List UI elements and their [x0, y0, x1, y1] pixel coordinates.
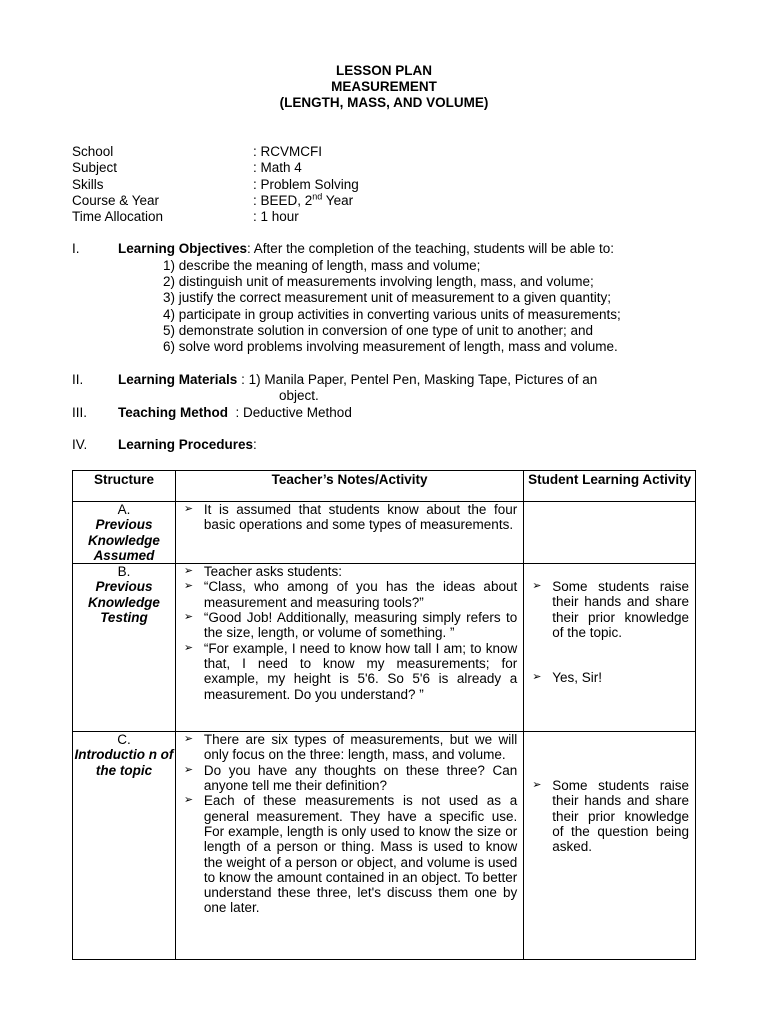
objective-item: 5) demonstrate solution in conversion of one type of unit to another; and: [163, 322, 594, 338]
ordinal-suffix: nd: [312, 191, 323, 202]
teacher-note: [176, 763, 523, 794]
structure-name: Introductio n of the topic: [74, 747, 174, 778]
section-body: [118, 372, 597, 387]
teacher-note: [176, 502, 523, 533]
section-heading: Learning Procedures: [118, 437, 254, 452]
section-number: II.: [72, 372, 84, 387]
section-body: [118, 241, 614, 256]
structure-name: Previous Knowledge Assumed: [87, 517, 160, 563]
structure-letter: C.: [117, 732, 131, 748]
document-title: LESSON PLAN: [335, 63, 432, 78]
table-row-a: [73, 502, 696, 564]
teacher-note-text: Each of these measurements is not used as a general measurement. They have a specific use. For example, length is only used to know the size or length of a person or thing. Mass is used to know the weight of a person or object, and volume is used to know the amount contained in an object. To better understand these three, let's discuss them one by one later.: [203, 793, 518, 916]
structure-name: Previous Knowledge Testing: [87, 579, 160, 626]
section-number: IV.: [72, 437, 88, 452]
arrowhead-bullet-icon: ➢: [183, 794, 194, 807]
teacher-note: [176, 793, 523, 915]
column-header-teacher: Teacher’s Notes/Activity: [175, 471, 523, 502]
arrowhead-bullet-icon: ➢: [183, 611, 194, 624]
section-heading: Teaching Method: [118, 405, 228, 420]
arrowhead-bullet-icon: ➢: [183, 641, 194, 654]
info-value-text: : BEED, 2: [253, 192, 313, 208]
student-activity: [524, 670, 695, 685]
info-value: : 1 hour: [253, 209, 299, 225]
section-intro: : After the completion of the teaching, students will be able to:: [247, 241, 615, 256]
student-activity-text: Some students raise their hands and share their prior knowledge of the question being asked.: [552, 778, 689, 855]
section-heading: Learning Objectives: [118, 241, 248, 256]
teacher-cell: [175, 502, 523, 564]
info-label: School: [72, 144, 114, 159]
objectives-list: [163, 258, 621, 355]
objective-item: 3) justify the correct measurement unit of measurement to a given quantity;: [163, 290, 611, 306]
arrowhead-bullet-icon: ➢: [183, 503, 194, 515]
table-header-row: [73, 471, 696, 502]
materials-continuation: object.: [279, 388, 319, 403]
structure-cell: [73, 564, 176, 732]
info-value: : Math 4: [253, 160, 302, 176]
info-value: [253, 193, 353, 208]
teacher-cell: [175, 564, 523, 732]
student-cell: [524, 564, 696, 732]
column-header-structure: Structure: [73, 471, 176, 502]
table-row-b: [73, 564, 696, 732]
info-label: Skills: [72, 176, 104, 192]
objective-item: 4) participate in group activities in converting various units of measurements;: [163, 306, 621, 322]
document-topic: (LENGTH, MASS, AND VOLUME): [279, 95, 489, 110]
teacher-cell: [175, 732, 523, 960]
structure-letter: B.: [117, 564, 131, 580]
student-activity: [524, 778, 695, 854]
teacher-note-text: There are six types of measurements, but we will only focus on the three: length, mass, and volume.: [203, 732, 518, 763]
arrowhead-bullet-icon: ➢: [532, 779, 542, 792]
teacher-note-text: It is assumed that students know about the four basic operations and some types of measurements.: [203, 502, 518, 533]
arrowhead-bullet-icon: ➢: [183, 565, 194, 578]
section-number: III.: [72, 405, 88, 420]
teacher-note-text: “Class, who among of you has the ideas about measurement and measuring tools?”: [203, 579, 518, 610]
teacher-note: [176, 732, 523, 763]
teacher-note: [176, 610, 523, 641]
teacher-note-text: “Good Job! Additionally, measuring simply refers to the size, length, or volume of something. ”: [203, 610, 518, 641]
document-subtitle: MEASUREMENT: [331, 79, 437, 94]
teacher-note-text: “For example, I need to know how tall I am; to know that, I need to know my measurements; for example, my height is 5'6. So 5'6 is already a measurement. Do you understand? ”: [203, 640, 518, 702]
student-activity-text: Some students raise their hands and share their prior knowledge of the topic.: [552, 579, 689, 641]
objective-item: 2) distinguish unit of measurements involving length, mass, and volume;: [163, 274, 594, 290]
teacher-note: [176, 641, 523, 702]
arrowhead-bullet-icon: ➢: [183, 580, 194, 593]
info-value-text: Year: [322, 192, 354, 208]
teacher-note-text: Do you have any thoughts on these three? Can anyone tell me their definition?: [203, 762, 518, 794]
structure-cell: [73, 502, 176, 564]
section-value: : 1) Manila Paper, Pentel Pen, Masking Tape, Pictures of an: [241, 372, 598, 387]
column-header-student: Student Learning Activity: [524, 471, 696, 502]
info-value: : Problem Solving: [253, 176, 359, 192]
arrowhead-bullet-icon: ➢: [183, 733, 194, 746]
structure-cell: [73, 732, 176, 960]
arrowhead-bullet-icon: ➢: [532, 580, 542, 593]
student-cell: [524, 732, 696, 960]
objective-item: 6) solve word problems involving measurement of length, mass and volume.: [163, 338, 618, 354]
objective-item: 1) describe the meaning of length, mass and volume;: [163, 258, 481, 273]
student-activity-list: [524, 579, 695, 685]
student-activity-text: Yes, Sir!: [552, 670, 602, 686]
arrowhead-bullet-icon: ➢: [183, 763, 194, 776]
section-body: [118, 437, 257, 452]
section-number: I.: [72, 241, 80, 256]
procedures-table: [72, 470, 696, 960]
section-heading: Learning Materials: [118, 372, 238, 387]
info-label: Time Allocation: [72, 209, 164, 225]
info-value: : RCVMCFI: [253, 144, 322, 159]
teacher-notes-list: [176, 564, 523, 702]
info-label: Course & Year: [72, 192, 160, 208]
info-label: Subject: [72, 160, 118, 176]
teacher-note: [176, 579, 523, 610]
teacher-note: [176, 564, 523, 579]
teacher-note-text: Teacher asks students:: [203, 564, 342, 580]
structure-letter: A.: [117, 502, 131, 517]
student-cell: [524, 502, 696, 564]
table-row-c: [73, 732, 696, 960]
section-colon: :: [253, 437, 257, 452]
student-activity-list: [524, 778, 695, 854]
arrowhead-bullet-icon: ➢: [532, 671, 542, 684]
teacher-notes-list: [176, 732, 523, 916]
teacher-notes-list: [176, 502, 523, 533]
student-activity: [524, 579, 695, 640]
section-value: : Deductive Method: [235, 405, 352, 420]
section-body: [118, 405, 352, 420]
